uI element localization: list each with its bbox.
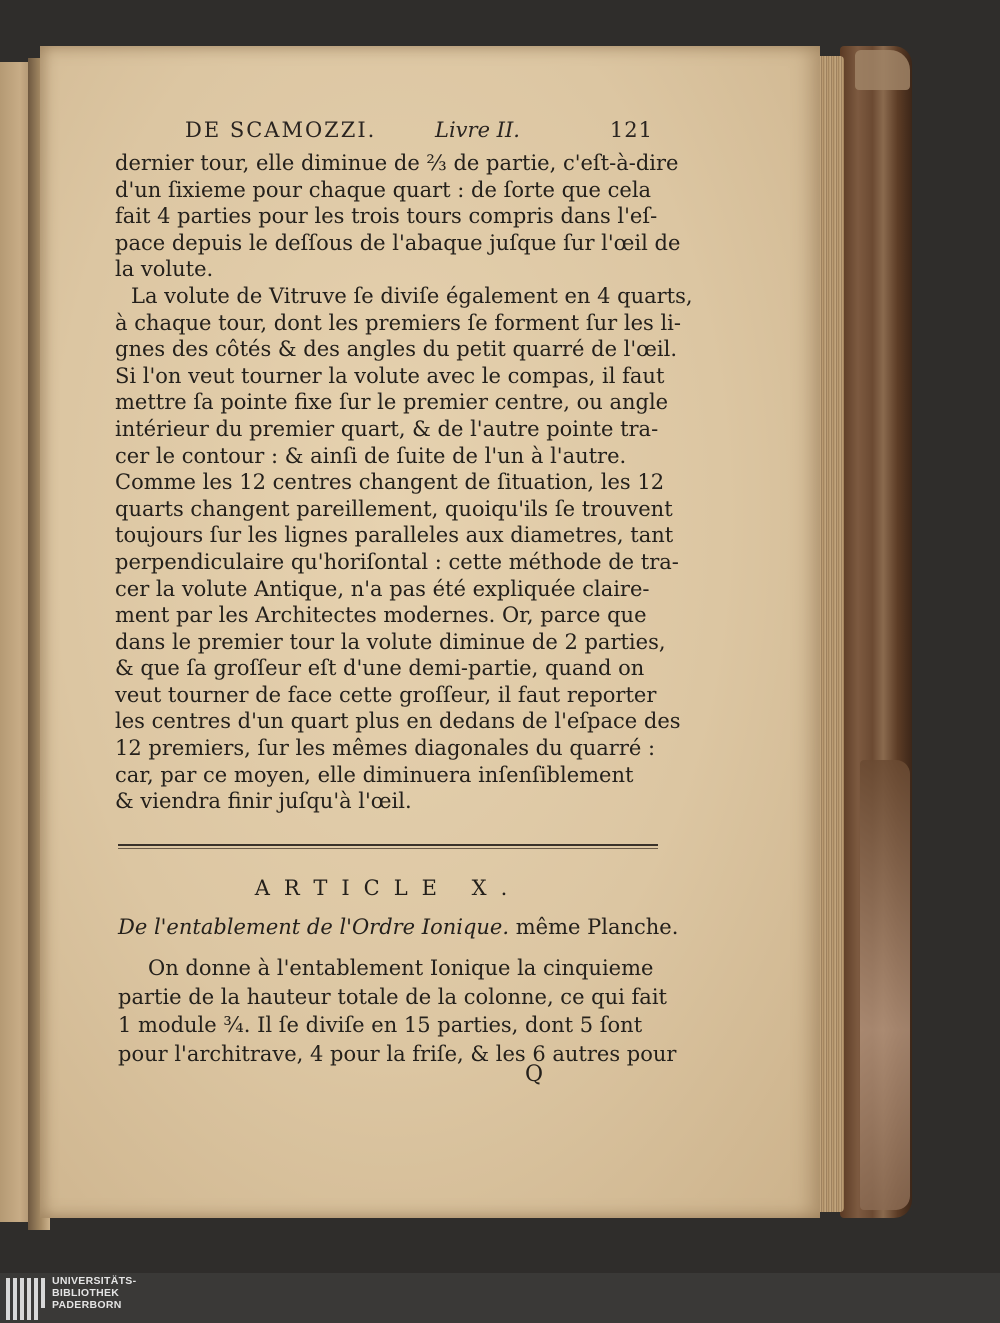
logo-line: UNIVERSITÄTS- [52, 1275, 137, 1287]
logo-line: BIBLIOTHEK [52, 1287, 120, 1299]
text-line: La volute de Vitruve ſe diviſe également en 4 quarts, [131, 283, 693, 308]
text-line: Si l'on veut tourner la volute avec le compas, il faut [115, 363, 665, 388]
book-number: Livre II. [435, 118, 520, 142]
text-line: mettre ſa pointe fixe ſur le premier centre, ou angle [115, 390, 669, 415]
library-footer [0, 1273, 1000, 1323]
text-line: la volute. [115, 257, 214, 282]
text-line: intérieur du premier quart, & de l'autre pointe tra- [115, 416, 659, 441]
text-line: car, par ce moyen, elle diminuera inſenſiblement [115, 762, 634, 787]
text-line: quarts changent pareillement, quoiqu'ils ſe trouvent [115, 496, 673, 521]
text-line: ment par les Architectes modernes. Or, parce que [115, 603, 647, 628]
article-text [118, 954, 677, 1068]
text-line: 12 premiers, ſur les mêmes diagonales du quarré : [115, 736, 656, 761]
text-line: dans le premier tour la volute diminue de 2 parties, [115, 629, 666, 654]
subtitle-italic: De l'entablement de l'Ordre Ionique. [118, 915, 510, 939]
running-header [185, 118, 665, 148]
text-line: les centres d'un quart plus en dedans de l'eſpace des [115, 709, 681, 734]
text-line: perpendiculaire qu'horiſontal : cette méthode de tra- [115, 549, 679, 574]
logo-line: PADERBORN [52, 1299, 122, 1311]
text-line: pour l'architrave, 4 pour la friſe, & les 6 autres pour [118, 1041, 677, 1066]
text-line: veut tourner de face cette groſſeur, il faut reporter [115, 682, 657, 707]
text-line: cer le contour : & ainſi de ſuite de l'un à l'autre. [115, 443, 627, 468]
text-line: toujours ſur les lignes paralleles aux diametres, tant [115, 523, 674, 548]
running-title: DE SCAMOZZI. [185, 118, 377, 142]
text-line: 1 module ¾. Il ſe diviſe en 15 parties, dont 5 ſont [118, 1013, 643, 1037]
library-logo-text [52, 1275, 136, 1311]
text-line: gnes des côtés & des angles du petit quarré de l'œil. [115, 337, 678, 362]
page-number: 121 [609, 118, 653, 142]
worn-cover-corner [855, 50, 910, 90]
text-line: Comme les 12 centres changent de ſituation, les 12 [115, 470, 665, 495]
text-line: & viendra finir juſqu'à l'œil. [115, 789, 412, 814]
text-line: partie de la hauteur totale de la colonne, ce qui fait [118, 984, 667, 1009]
subtitle-roman: même Planche. [515, 915, 679, 939]
article-subtitle [118, 915, 679, 939]
catchword: Q [525, 1062, 544, 1087]
worn-cover-lower [860, 760, 910, 1210]
text-line: fait 4 parties pour les trois tours compris dans l'eſ- [115, 204, 658, 229]
text-line: à chaque tour, dont les premiers ſe forment ſur les li- [115, 310, 681, 335]
main-text [115, 150, 693, 815]
text-line: d'un ſixieme pour chaque quart : de ſorte que cela [115, 177, 652, 202]
section-divider [118, 844, 658, 849]
text-line: & que ſa groſſeur eſt d'une demi-partie, quand on [115, 656, 645, 681]
text-line: dernier tour, elle diminue de ⅔ de partie, c'eſt-à-dire [115, 151, 679, 175]
article-heading: ARTICLE X. [254, 876, 522, 900]
text-line: On donne à l'entablement Ionique la cinquieme [148, 956, 654, 980]
library-logo-icon [6, 1278, 46, 1320]
text-line: cer la volute Antique, n'a pas été expliquée claire- [115, 576, 650, 601]
text-line: pace depuis le deſſous de l'abaque juſque ſur l'œil de [115, 230, 681, 255]
